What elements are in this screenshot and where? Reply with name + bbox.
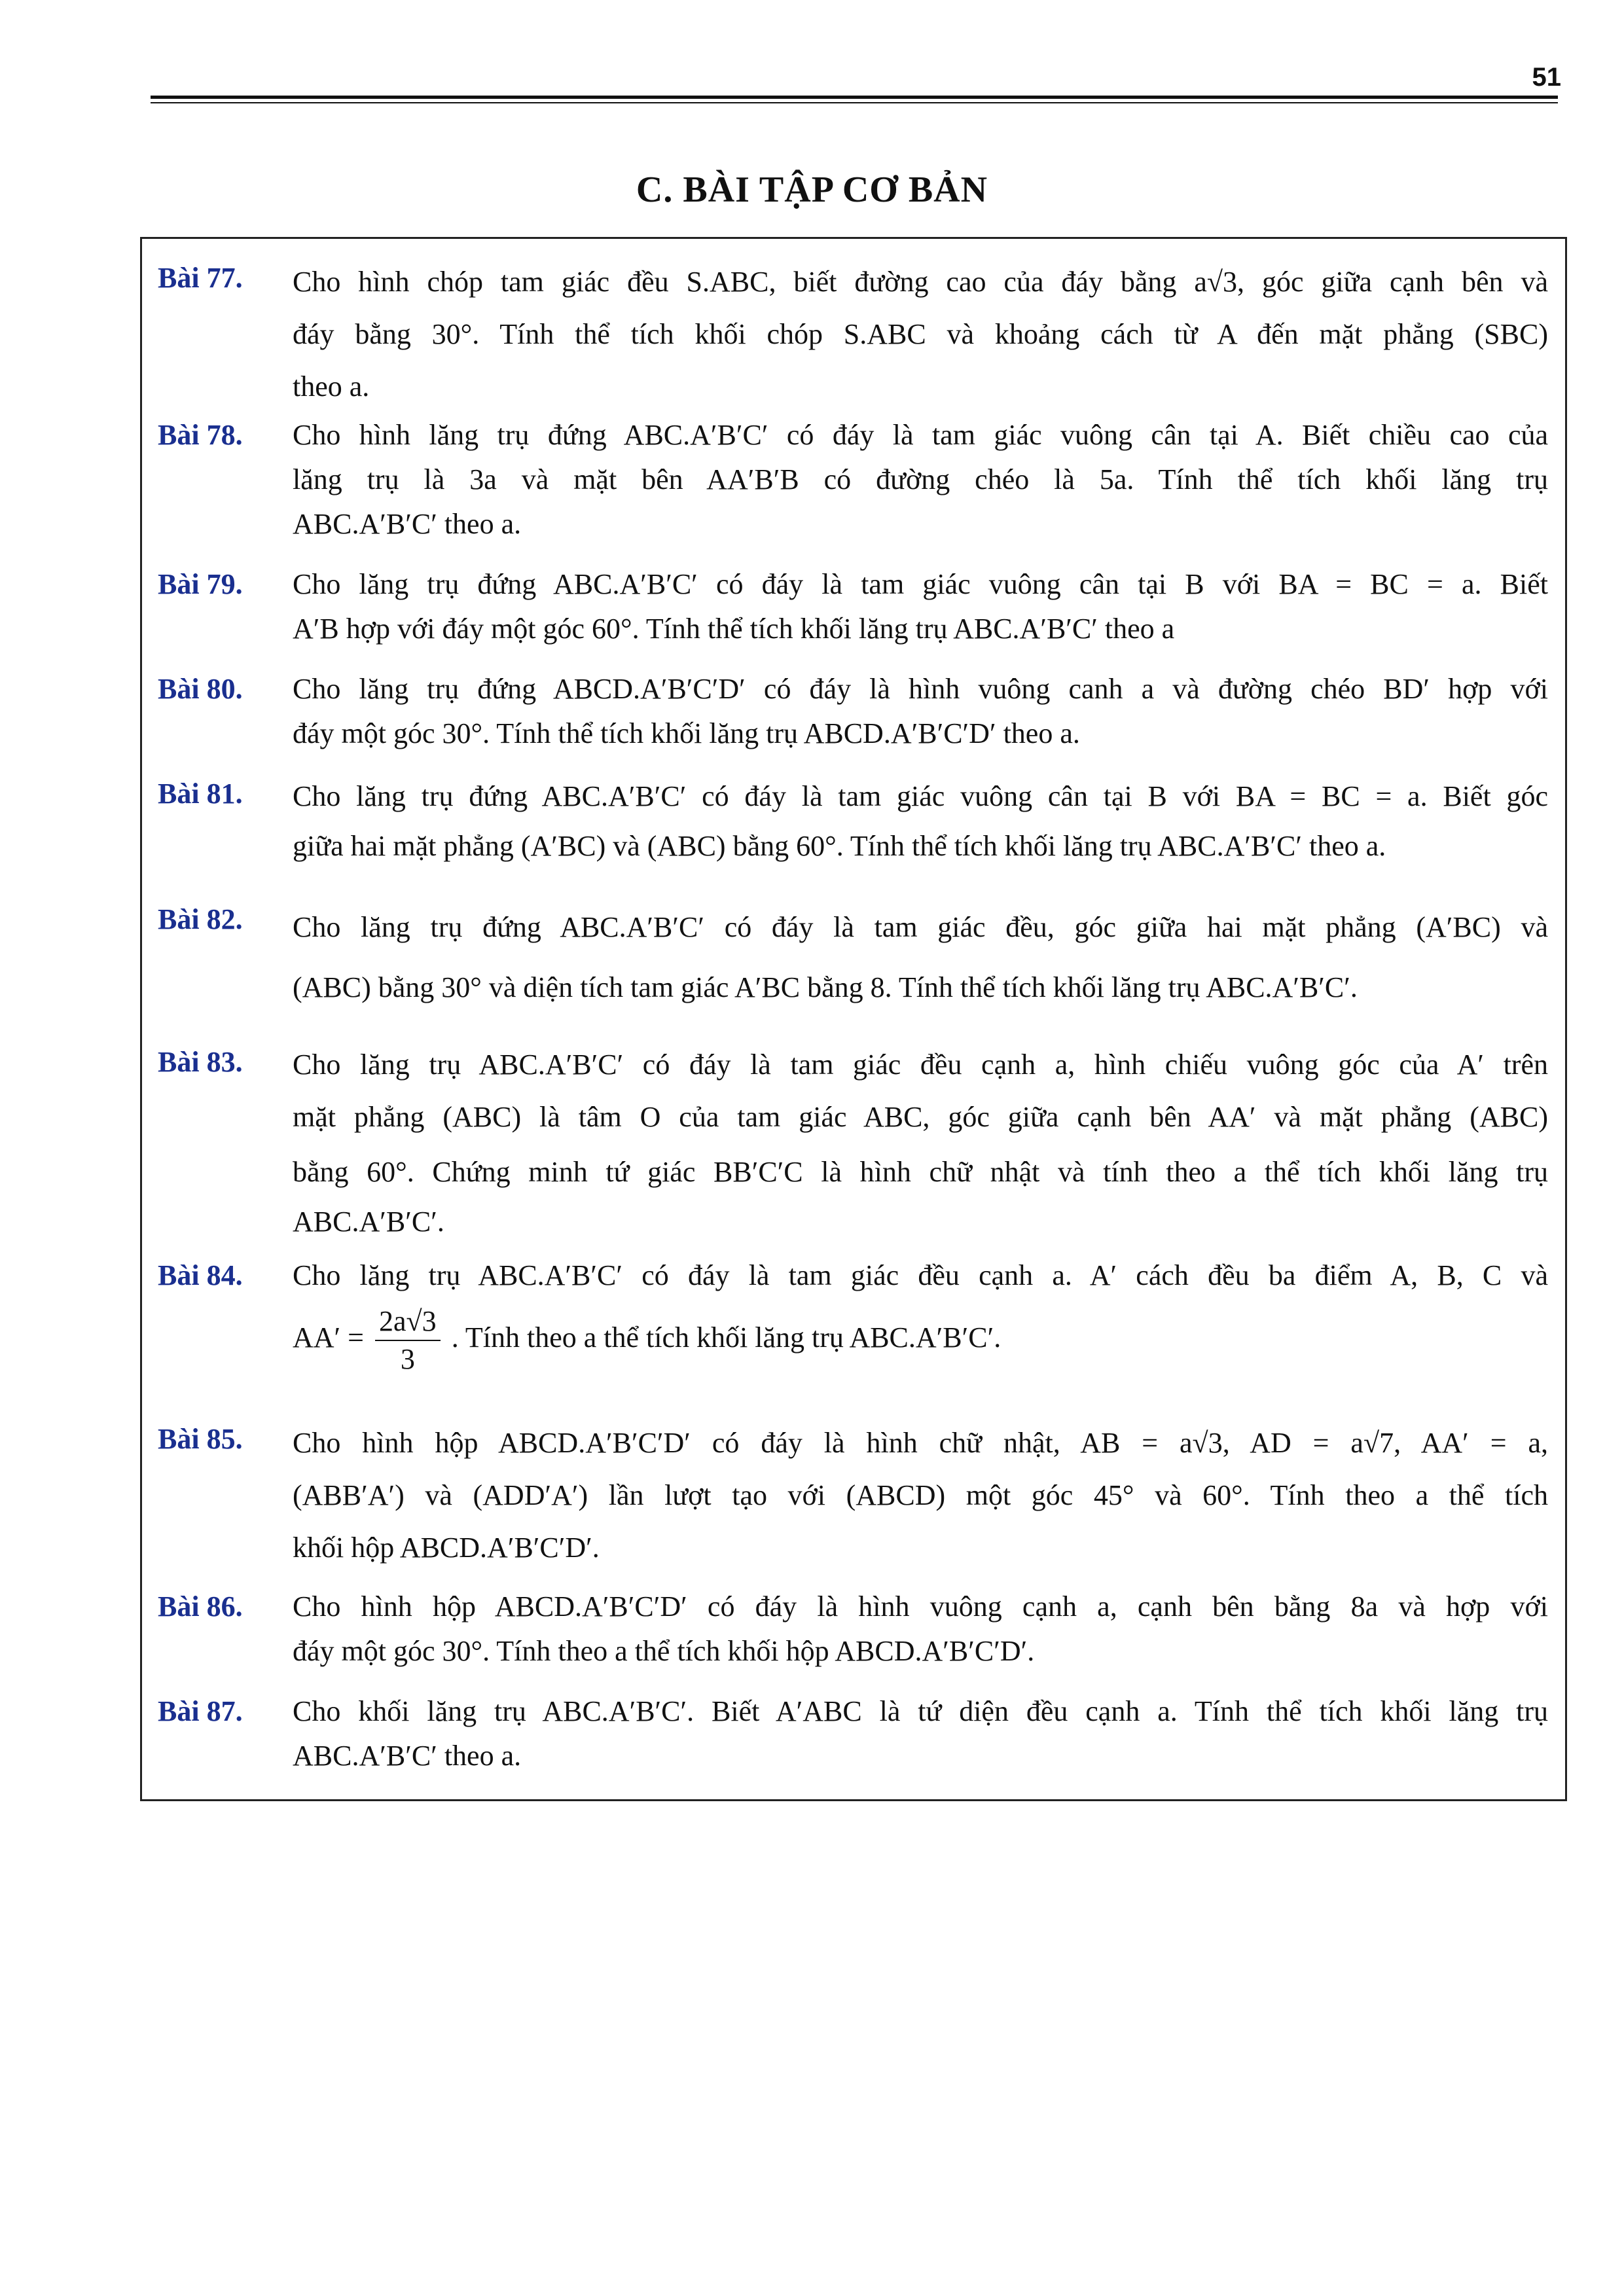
formula-rest: . Tính theo a thể tích khối lăng trụ ABC.A′B′C′.: [451, 1321, 1001, 1354]
exercise-text: [293, 256, 1548, 413]
text-line: đáy một góc 30°. Tính thể tích khối lăng trụ ABCD.A′B′C′D′ theo a.: [293, 717, 1080, 749]
exercise-text: [293, 667, 1548, 756]
header-rule-thin: [151, 102, 1558, 103]
text-line: Cho lăng trụ đứng ABC.A′B′C′ có đáy là tam giác vuông cân tại B với BA = BC = a. Biết góc: [293, 780, 1548, 812]
exercise-label: Bài 87.: [158, 1695, 243, 1727]
exercise-label: Bài 83.: [158, 1046, 243, 1078]
page-number: 51: [1532, 63, 1561, 92]
formula-line: [293, 1303, 1548, 1378]
section-title: C. BÀI TẬP CƠ BẢN: [636, 170, 988, 210]
exercise-text: [293, 1585, 1548, 1674]
text-line: ABC.A′B′C′ theo a.: [293, 1740, 522, 1772]
exercise-text: [293, 1253, 1548, 1378]
exercise-label: Bài 78.: [158, 419, 243, 451]
text-line: lăng trụ là 3a và mặt bên AA′B′B có đường chéo là 5a. Tính thể tích khối lăng trụ: [293, 463, 1548, 495]
fraction-numerator: 2a√3: [375, 1303, 441, 1341]
text-line: ABC.A′B′C′.: [293, 1206, 444, 1238]
text-line: Cho hình hộp ABCD.A′B′C′D′ có đáy là hình chữ nhật, AB = a√3, AD = a√7, AA′ = a,: [293, 1427, 1548, 1459]
text-line: mặt phẳng (ABC) là tâm O của tam giác ABC, góc giữa cạnh bên AA′ và mặt phẳng (ABC): [293, 1101, 1548, 1133]
header-rule: [151, 96, 1558, 99]
exercise-label: Bài 79.: [158, 568, 243, 600]
text-line: theo a.: [293, 370, 370, 403]
text-line: Cho hình chóp tam giác đều S.ABC, biết đường cao của đáy bằng a√3, góc giữa cạnh bên và: [293, 266, 1548, 298]
text-line: Cho hình hộp ABCD.A′B′C′D′ có đáy là hình vuông cạnh a, cạnh bên bằng 8a và hợp với: [293, 1590, 1548, 1623]
fraction: [375, 1303, 441, 1378]
text-line: Cho lăng trụ đứng ABC.A′B′C′ có đáy là tam giác vuông cân tại B với BA = BC = a. Biết: [293, 568, 1548, 600]
exercise-label: Bài 86.: [158, 1590, 243, 1623]
text-line: Cho lăng trụ đứng ABC.A′B′C′ có đáy là tam giác đều, góc giữa hai mặt phẳng (A′BC) và: [293, 911, 1548, 943]
exercise-label: Bài 85.: [158, 1423, 243, 1455]
formula-lhs: AA′ =: [293, 1321, 364, 1354]
text-line: đáy một góc 30°. Tính theo a thể tích khối hộp ABCD.A′B′C′D′.: [293, 1635, 1035, 1667]
text-line: đáy bằng 30°. Tính thể tích khối chóp S.ABC và khoảng cách từ A đến mặt phẳng (SBC): [293, 318, 1548, 350]
exercise-label: Bài 77.: [158, 262, 243, 294]
text-line: Cho lăng trụ ABC.A′B′C′ có đáy là tam giác đều cạnh a, hình chiếu vuông góc của A′ trên: [293, 1049, 1548, 1081]
text-line: Cho khối lăng trụ ABC.A′B′C′. Biết A′ABC là tứ diện đều cạnh a. Tính thể tích khối lăng trụ: [293, 1695, 1548, 1727]
text-line: (ABB′A′) và (ADD′A′) lần lượt tạo với (ABCD) một góc 45° và 60°. Tính theo a thể tích: [293, 1479, 1548, 1511]
exercise-text: [293, 897, 1548, 1018]
text-line: bằng 60°. Chứng minh tứ giác BB′C′C là hình chữ nhật và tính theo a thể tích khối lăng trụ: [293, 1156, 1548, 1188]
exercise-text: [293, 1417, 1548, 1574]
exercise-label: Bài 80.: [158, 673, 243, 705]
text-line: ABC.A′B′C′ theo a.: [293, 508, 522, 540]
exercise-label: Bài 82.: [158, 903, 243, 935]
text-line: giữa hai mặt phẳng (A′BC) và (ABC) bằng 60°. Tính thể tích khối lăng trụ ABC.A′B′C′ theo a.: [293, 830, 1386, 862]
exercise-box: [140, 237, 1567, 1801]
text-line: khối hộp ABCD.A′B′C′D′.: [293, 1532, 600, 1564]
text-line: Cho lăng trụ ABC.A′B′C′ có đáy là tam giác đều cạnh a. A′ cách đều ba điểm A, B, C và: [293, 1259, 1548, 1291]
exercise-text: [293, 413, 1548, 547]
exercise-text: [293, 772, 1548, 871]
text-line: A′B hợp với đáy một góc 60°. Tính thể tích khối lăng trụ ABC.A′B′C′ theo a: [293, 613, 1175, 645]
fraction-denominator: 3: [400, 1343, 415, 1375]
exercise-label: Bài 81.: [158, 778, 243, 810]
text-line: Cho lăng trụ đứng ABCD.A′B′C′D′ có đáy là hình vuông canh a và đường chéo BD′ hợp với: [293, 673, 1548, 705]
exercise-label: Bài 84.: [158, 1259, 243, 1291]
exercise-text: [293, 1040, 1548, 1244]
text-line: (ABC) bằng 30° và diện tích tam giác A′BC bằng 8. Tính thể tích khối lăng trụ ABC.A′B′C′.: [293, 971, 1358, 1003]
text-line: Cho hình lăng trụ đứng ABC.A′B′C′ có đáy là tam giác vuông cân tại A. Biết chiều cao của: [293, 419, 1548, 451]
exercise-text: [293, 562, 1548, 651]
exercise-text: [293, 1689, 1548, 1778]
